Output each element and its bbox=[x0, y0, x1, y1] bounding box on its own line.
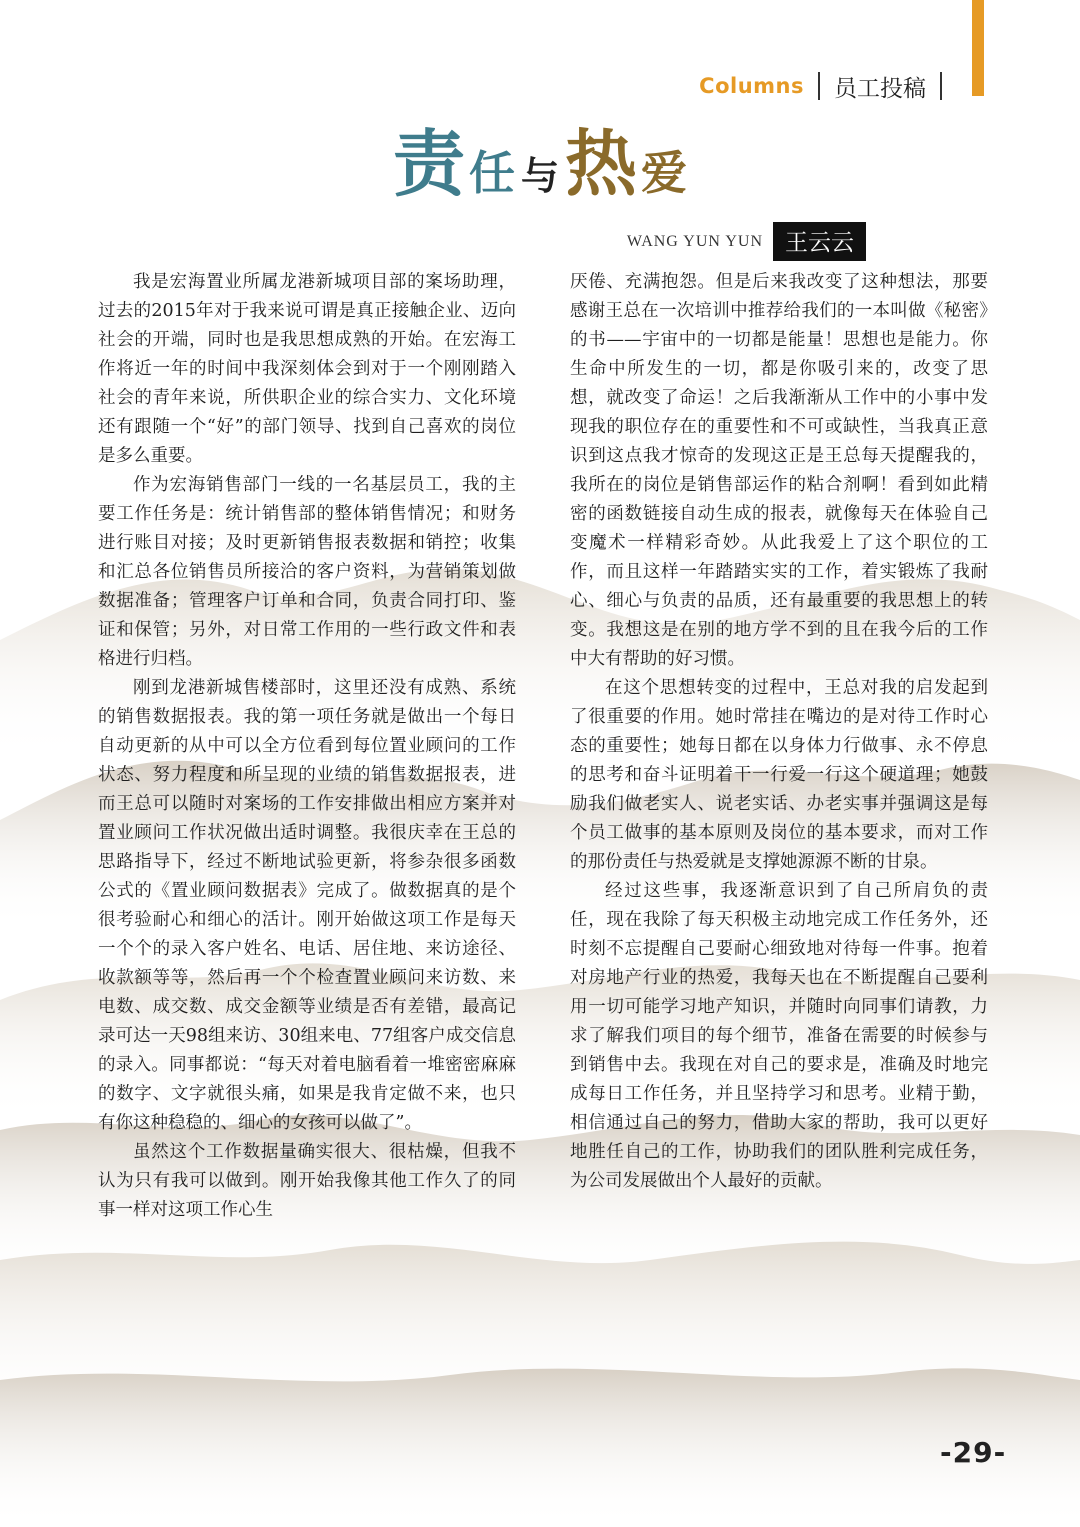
article-column-right bbox=[570, 268, 988, 1196]
title-char-1: 责 bbox=[392, 122, 465, 206]
title-char-2: 任 bbox=[468, 146, 515, 200]
title-char-4: 爱 bbox=[641, 146, 688, 200]
category-en: Columns bbox=[699, 74, 804, 98]
article-paragraph-6: 经过这些事，我逐渐意识到了自己所肩负的责任，现在我除了每天积极主动地完成工作任务外，还时刻不忘提醒自己要耐心细致地对待每一件事。抱着对房地产行业的热爱，我每天也在不断提醒自己要利用一切可能学习地产知识，并随时向同事们请教，力求了解我们项目的每个细节，准备在需要的时候参与到销售中去。我现在对自己的要求是，准确及时地完成每日工作任务，并且坚持学习和思考。业精于勤，相信通过自己的努力，借助大家的帮助，我可以更好地胜任自己的工作，协助我们的团队胜利完成任务，为公司发展做出个人最好的贡献。 bbox=[570, 881, 988, 1191]
author-byline bbox=[627, 222, 866, 261]
article-paragraph-4-continued: 厌倦、充满抱怨。但是后来我改变了这种想法，那要感谢王总在一次培训中推荐给我们的一本叫做《秘密》的书——宇宙中的一切都是能量！思想也是能力。你生命中所发生的一切，都是你吸引来的，改变了思想，就改变了命运！之后我渐渐从工作中的小事中发现我的职位存在的重要性和不可或缺性，当我真正意识到这点我才惊奇的发现这正是王总每天提醒我的，我所在的岗位是销售部运作的粘合剂啊！看到如此精密的函数链接自动生成的报表，就像每天在体验自己变魔术一样精彩奇妙。从此我爱上了这个职位的工作，而且这样一年踏踏实实的工作，着实锻炼了我耐心、细心与负责的品质，还有最重要的我思想上的转变。我想这是在别的地方学不到的且在我今后的工作中大有帮助的好习惯。 bbox=[570, 272, 988, 669]
article-paragraph-3: 刚到龙港新城售楼部时，这里还没有成熟、系统的销售数据报表。我的第一项任务就是做出一个每日自动更新的从中可以全方位看到每位置业顾问的工作状态、努力程度和所呈现的业绩的销售数据报表，进而王总可以随时对案场的工作安排做出相应方案并对置业顾问工作状况做出适时调整。我很庆幸在王总的思路指导下，经过不断地试验更新，将参杂很多函数公式的《置业顾问数据表》完成了。做数据真的是个很考验耐心和细心的活计。刚开始做这项工作是每天一个个的录入客户姓名、电话、居住地、来访途径、收款额等等，然后再一个个检查置业顾问来访数、来电数、成交数、成交金额等业绩是否有差错，最高记录可达一天98组来访、30组来电、77组客户成交信息的录入。同事都说：“每天对着电脑看着一堆密密麻麻的数字、文字就很头痛，如果是我肯定做不来，也只有你这种稳稳的、细心的女孩可以做了”。 bbox=[98, 678, 516, 1133]
title-connector: 与 bbox=[520, 154, 559, 198]
header-divider-end bbox=[940, 72, 942, 100]
article-paragraph-5: 在这个思想转变的过程中，王总对我的启发起到了很重要的作用。她时常挂在嘴边的是对待工作时心态的重要性；她每日都在以身体力行做事、永不停息的思考和奋斗证明着干一行爱一行这个硬道理；她鼓励我们做老实人、说老实话、办老实事并强调这是每个员工做事的基本原则及岗位的基本要求，而对工作的那份责任与热爱就是支撑她源源不断的甘泉。 bbox=[570, 678, 988, 872]
article-paragraph-4: 虽然这个工作数据量确实很大、很枯燥，但我不认为只有我可以做到。刚开始我像其他工作久了的同事一样对这项工作心生 bbox=[98, 1142, 516, 1220]
article-title bbox=[0, 122, 1080, 206]
page-header bbox=[699, 66, 956, 106]
author-name-cn: 王云云 bbox=[773, 222, 866, 261]
title-char-3: 热 bbox=[565, 122, 638, 206]
accent-bar bbox=[972, 0, 984, 96]
page-number: -29- bbox=[940, 1436, 1007, 1469]
category-cn: 员工投稿 bbox=[834, 75, 926, 102]
author-name-en: WANG YUN YUN bbox=[626, 232, 763, 250]
article-column-left bbox=[98, 268, 516, 1225]
header-divider bbox=[818, 72, 820, 100]
article-paragraph-2: 作为宏海销售部门一线的一名基层员工，我的主要工作任务是：统计销售部的整体销售情况；和财务进行账目对接；及时更新销售报表数据和销控；收集和汇总各位销售员所接洽的客户资料，为营销策划做数据准备；管理客户订单和合同，负责合同打印、鉴证和保管；另外，对日常工作用的一些行政文件和表格进行归档。 bbox=[98, 475, 516, 669]
article-paragraph-1: 我是宏海置业所属龙港新城项目部的案场助理，过去的2015年对于我来说可谓是真正接触企业、迈向社会的开端，同时也是我思想成熟的开始。在宏海工作将近一年的时间中我深刻体会到对于一个刚刚踏入社会的青年来说，所供职企业的综合实力、文化环境还有跟随一个“好”的部门领导、找到自己喜欢的岗位是多么重要。 bbox=[98, 272, 516, 466]
